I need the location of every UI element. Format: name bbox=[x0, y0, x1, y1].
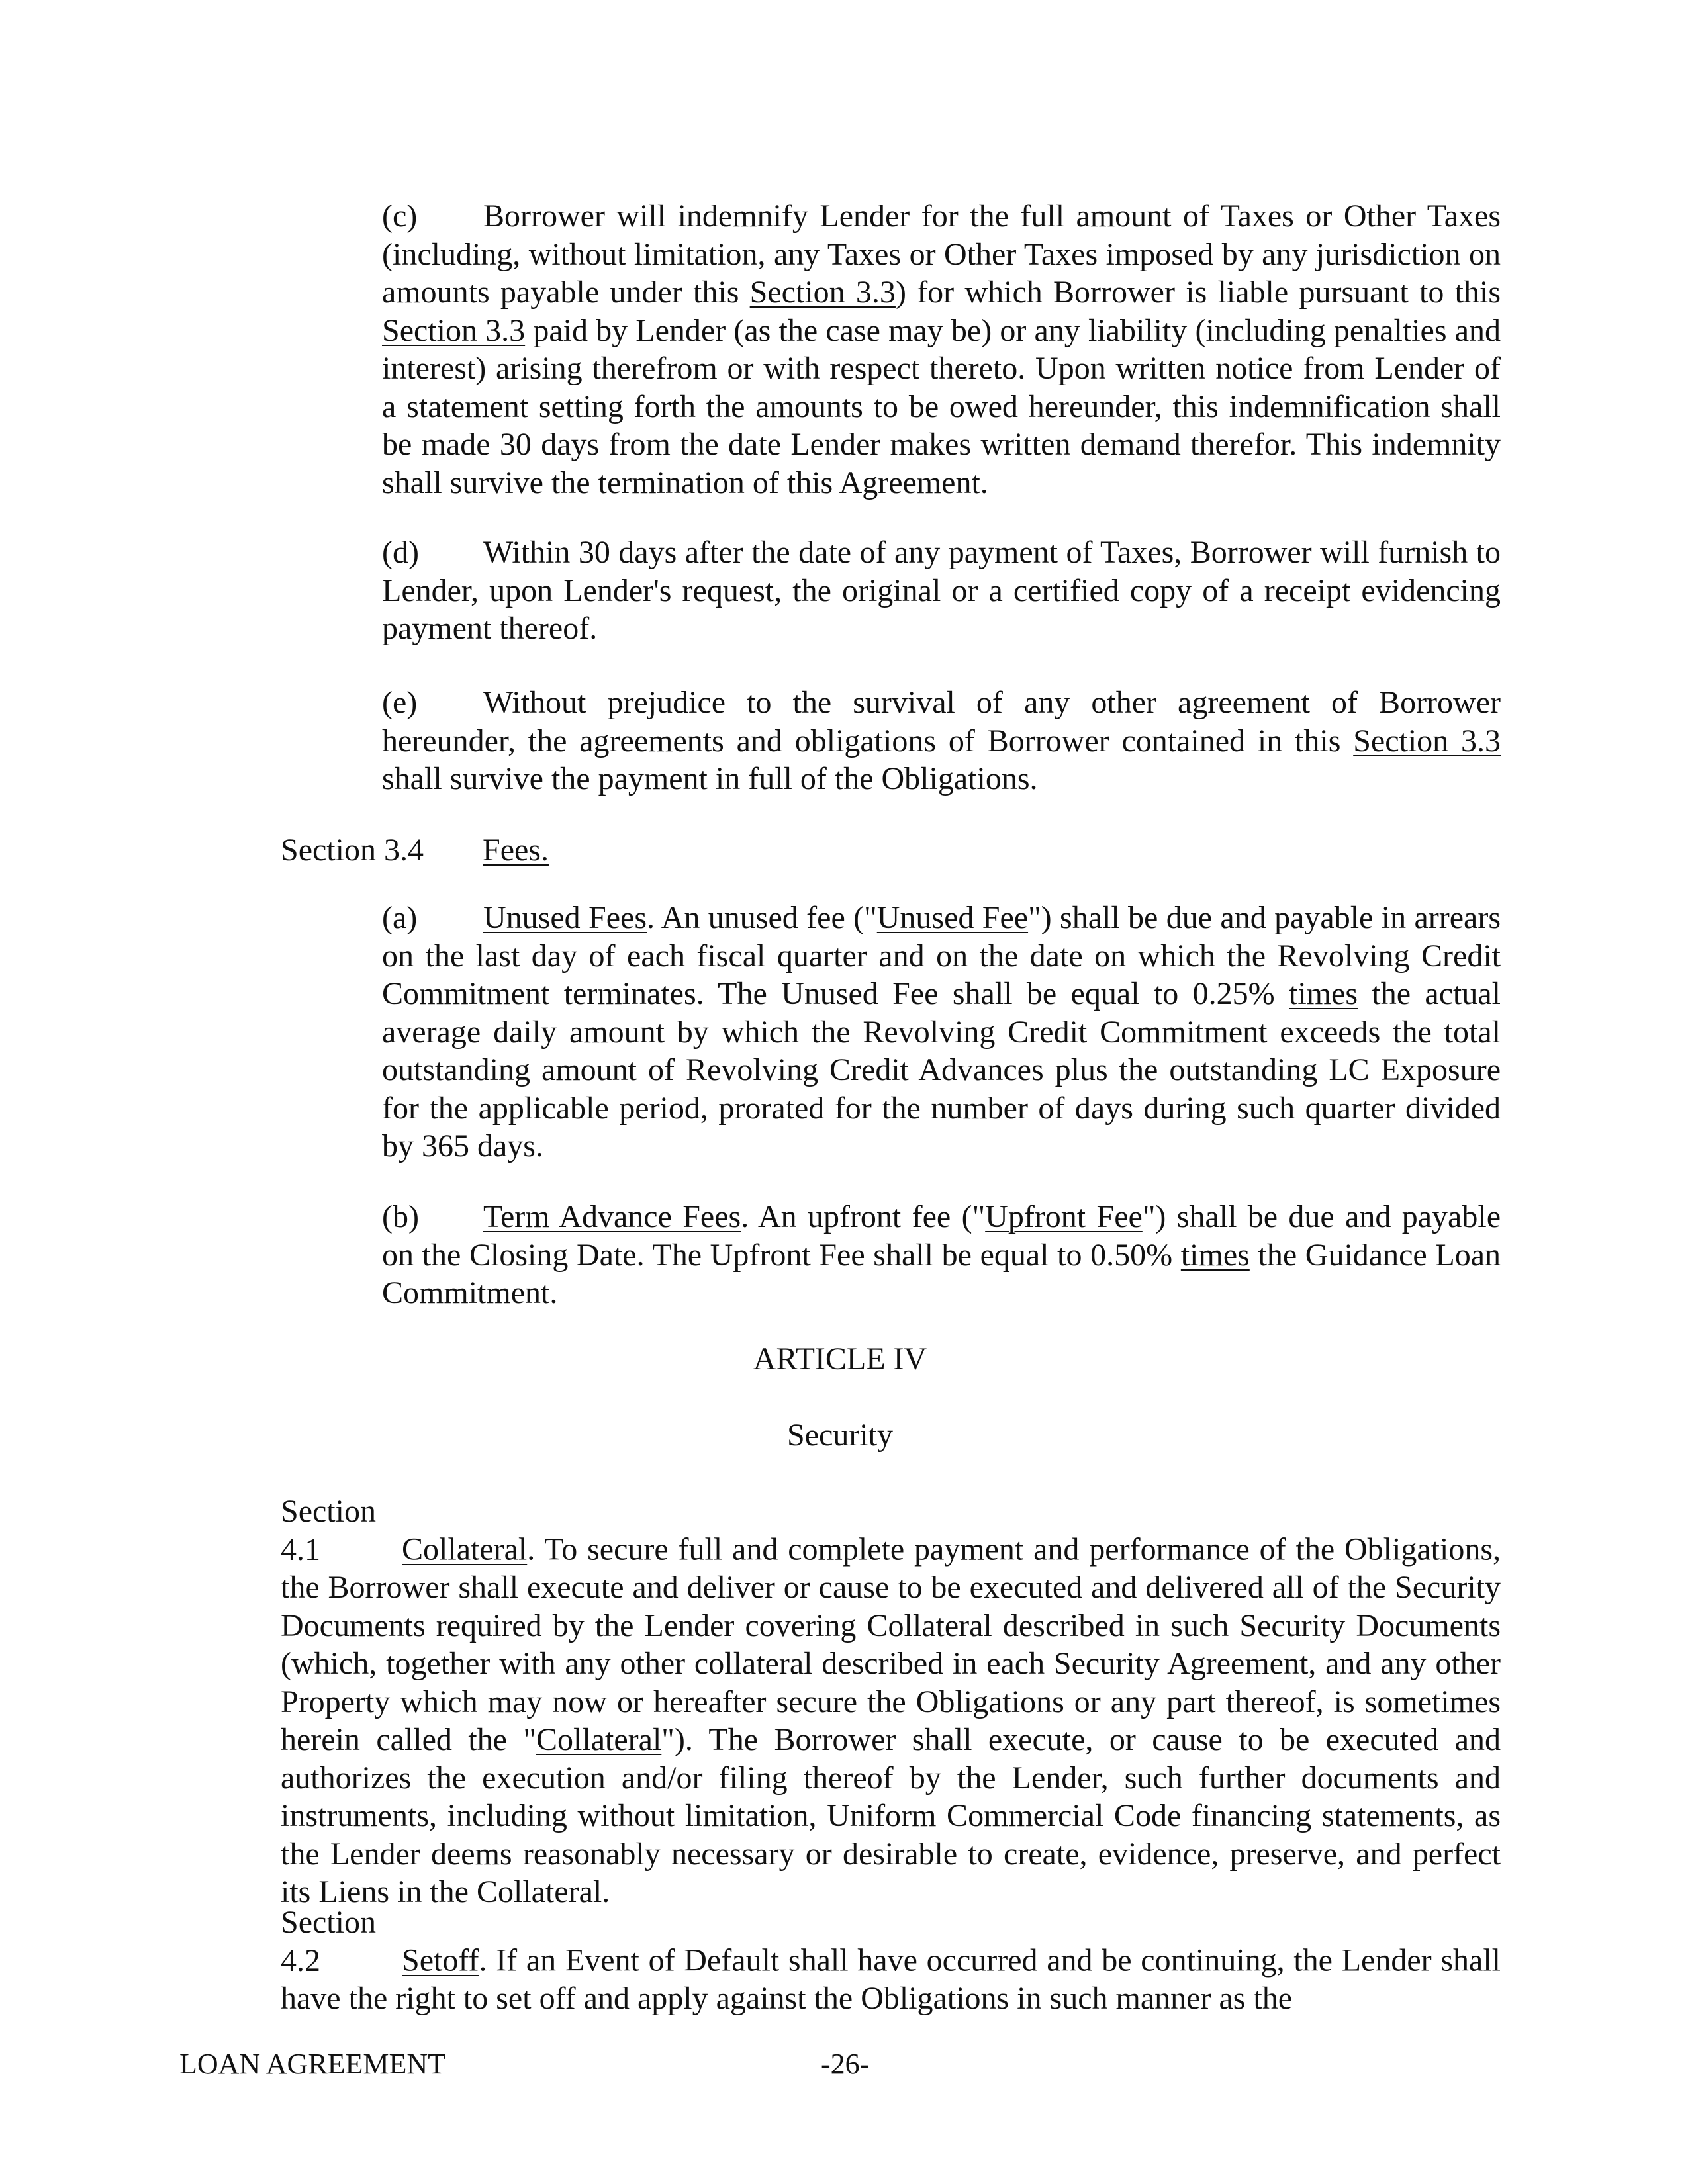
section-4-1 bbox=[179, 1492, 1501, 1911]
paragraph-b-label: (b) bbox=[382, 1199, 419, 1234]
paragraph-b-text-1: . An upfront fee (" bbox=[741, 1199, 986, 1234]
paragraph-b-text-3: the Guidance Loan Commitment. bbox=[382, 1237, 1501, 1310]
paragraph-d bbox=[281, 533, 1501, 648]
paragraph-c-text-1: Borrower will indemnify Lender for the full amount of Taxes or Other Taxes (including, without limitation, any Taxes or Other Taxes imposed by any jurisdiction on amounts payable under this bbox=[382, 199, 1501, 310]
section-3-3-reference: Section 3.3 bbox=[1353, 723, 1501, 758]
section-3-3-reference: Section 3.3 bbox=[749, 275, 896, 310]
section-4-1-text-2: "). The Borrower shall execute, or cause to be executed and authorizes the execution and/or filing thereof by the Lender, such further documents and instruments, including without limitation, Uniform Commercial Code financing statements, as the Lender deems reasonably necessary or desirable to create, evidence, preserve, and perfect its Liens in the Collateral. bbox=[281, 1722, 1501, 1909]
paragraph-c bbox=[281, 197, 1501, 502]
section-3-4-title: Fees. bbox=[483, 833, 549, 868]
paragraph-e-label: (e) bbox=[382, 685, 418, 720]
paragraph-e bbox=[281, 684, 1501, 798]
paragraph-c-label: (c) bbox=[382, 199, 418, 234]
section-3-4-heading bbox=[281, 831, 549, 870]
paragraph-a-text-2: ") shall be due and payable in arrears on the last day of each fiscal quarter and on the date on which the Revolving Credit Commitment terminates. The Unused Fee shall be equal to 0.25% bbox=[382, 900, 1501, 1011]
paragraph-a-text-3: the actual average daily amount by which the Revolving Credit Commitment exceeds the total outstanding amount of Revolving Credit Advances plus the outstanding LC Exposure for the applicable period, prorated for the number of days during such quarter divided by 365 days. bbox=[382, 976, 1501, 1163]
article-title: ARTICLE IV bbox=[753, 1342, 927, 1377]
paragraph-d-text: Within 30 days after the date of any payment of Taxes, Borrower will furnish to Lender, upon Lender's request, the original or a certified copy of a receipt evidencing payment thereof. bbox=[382, 535, 1501, 646]
paragraph-c-text-3: paid by Lender (as the case may be) or any liability (including penalties and interest) arising therefrom or with respect thereto. Upon written notice from Lender of a statement setting forth the amounts to be owed hereunder, this indemnification shall be made 30 days from the date Lender makes written demand therefor. This indemnity shall survive the termination of this Agreement. bbox=[382, 312, 1501, 500]
section-3-4-number: Section 3.4 bbox=[281, 833, 424, 868]
unused-fee-term: Unused Fee bbox=[876, 900, 1029, 935]
paragraph-c-text-2: ) for which Borrower is liable pursuant to this bbox=[895, 275, 1501, 310]
section-4-2-text-1: . If an Event of Default shall have occurred and be continuing, the Lender shall have the right to set off and apply against the Obligations in such manner as the bbox=[281, 1942, 1501, 2016]
paragraph-b bbox=[281, 1198, 1501, 1312]
collateral-term: Collateral bbox=[536, 1722, 662, 1757]
paragraph-a-label: (a) bbox=[382, 900, 418, 935]
section-4-2-number: Section 4.2 bbox=[281, 1905, 376, 1978]
footer-page-number: -26- bbox=[821, 2048, 870, 2080]
section-4-1-heading: Collateral bbox=[402, 1531, 528, 1567]
paragraph-a-heading: Unused Fees bbox=[483, 900, 647, 935]
section-4-1-number: Section 4.1 bbox=[281, 1494, 376, 1567]
paragraph-e-text-2: shall survive the payment in full of the Obligations. bbox=[382, 761, 1038, 796]
article-subtitle: Security bbox=[787, 1418, 893, 1453]
footer-document-title: LOAN AGREEMENT bbox=[179, 2048, 446, 2080]
section-4-1-text-1: . To secure full and complete payment and performance of the Obligations, the Borrower shall execute and deliver or cause to be executed and delivered all of the Security Documents required by the Lender covering Collateral described in such Security Documents (which, together with any other collateral described in each Security Agreement, and any other Property which may now or hereafter secure the Obligations or any part thereof, is sometimes herein called the " bbox=[281, 1531, 1501, 1757]
times-term: times bbox=[1289, 976, 1358, 1011]
upfront-fee-term: Upfront Fee bbox=[985, 1199, 1143, 1234]
paragraph-a-text-1: . An unused fee (" bbox=[647, 900, 877, 935]
section-4-2-heading: Setoff bbox=[402, 1942, 479, 1978]
paragraph-b-text-2: ") shall be due and payable on the Closing Date. The Upfront Fee shall be equal to 0.50% bbox=[382, 1199, 1501, 1273]
paragraph-d-label: (d) bbox=[382, 535, 419, 570]
section-4-2 bbox=[179, 1903, 1501, 2018]
section-3-3-reference: Section 3.3 bbox=[382, 312, 526, 348]
times-term: times bbox=[1180, 1237, 1250, 1273]
paragraph-a bbox=[281, 899, 1501, 1165]
paragraph-b-heading: Term Advance Fees bbox=[483, 1199, 741, 1234]
paragraph-e-text-1: Without prejudice to the survival of any other agreement of Borrower hereunder, the agreements and obligations of Borrower contained in this bbox=[382, 685, 1501, 758]
